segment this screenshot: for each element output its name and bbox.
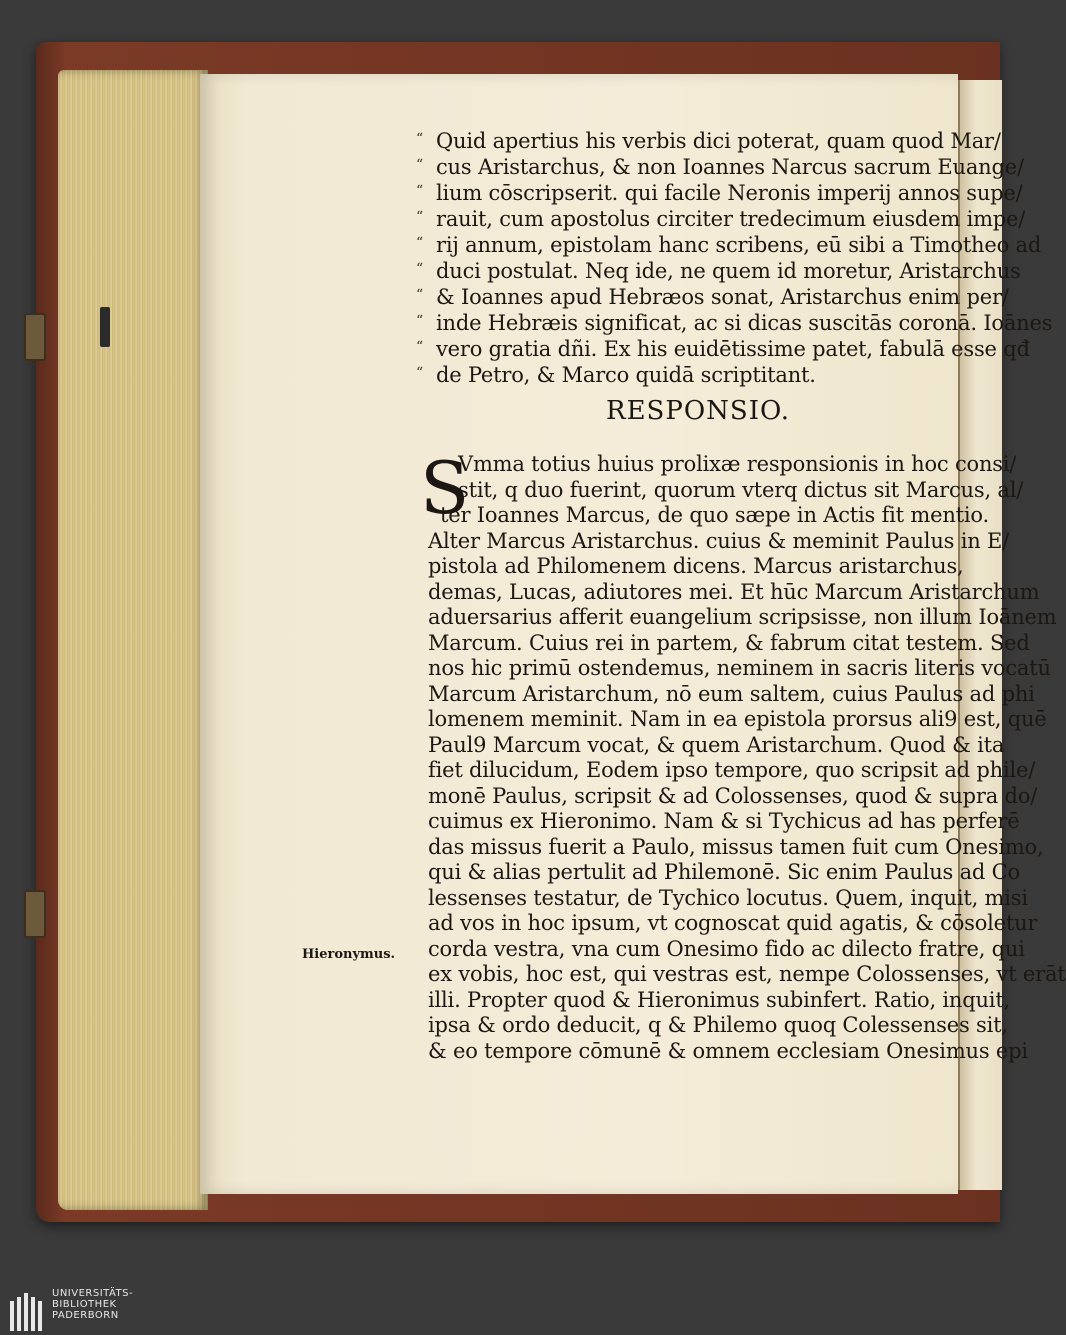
- quote-line: “ cus Aristarchus, & non Ioannes Narcus sacrum Euange/: [436, 154, 1052, 180]
- body-line: aduersarius afferit euangelium scripsisse, non illum Ioānem: [428, 605, 1057, 629]
- library-name-line: BIBLIOTHEK: [52, 1299, 117, 1310]
- body-line: Vmma totius huius prolixæ responsionis in hoc consi/: [458, 452, 1017, 476]
- section-heading: RESPONSIO.: [606, 396, 791, 426]
- library-logo-icon: [8, 1291, 46, 1333]
- quote-line: “ vero gratia dñi. Ex his euidētissime patet, fabulā esse qđ: [436, 336, 1052, 362]
- body-line: ipsa & ordo deducit, q & Philemo quoq Colessenses sit,: [428, 1013, 1008, 1037]
- library-name-line: UNIVERSITÄTS-: [52, 1288, 134, 1299]
- library-footer: [0, 1285, 1000, 1335]
- body-line: pistola ad Philomenem dicens. Marcus aristarchus,: [428, 554, 964, 578]
- body-line: fiet dilucidum, Eodem ipso tempore, quo scripsit ad phile/: [428, 758, 1036, 782]
- body-line: das missus fuerit a Paulo, missus tamen fuit cum Onesimo,: [428, 834, 1044, 859]
- body-line: ad vos in hoc ipsum, vt cognoscat quid agatis, & cōsoletur: [428, 911, 1038, 935]
- quote-line: “ de Petro, & Marco quidā scriptitant.: [436, 362, 1052, 388]
- body-line: ex vobis, hoc est, qui vestras est, nempe Colossenses, vt erāt: [428, 962, 1066, 986]
- library-name: [52, 1288, 133, 1321]
- quote-line: “ & Ioannes apud Hebræos sonat, Aristarchus enim per/: [436, 284, 1052, 310]
- body-line: ter Ioannes Marcus, de quo sæpe in Actis fit mentio.: [440, 503, 989, 527]
- response-body: [428, 452, 1066, 1064]
- body-line: lessenses testatur, de Tychico locutus. Quem, inquit, misi: [428, 885, 1028, 910]
- drop-cap-initial: S: [420, 446, 470, 530]
- library-name-line: PADERBORN: [52, 1310, 119, 1321]
- body-line: Alter Marcus Aristarchus. cuius & meminit Paulus in E/: [428, 528, 1010, 553]
- page-edges: [58, 70, 208, 1210]
- body-line: Marcum Aristarchum, nō eum saltem, cuius Paulus ad phi: [428, 681, 1035, 706]
- body-line: demas, Lucas, adiutores mei. Et hūc Marcum Aristarchum: [428, 579, 1040, 604]
- body-line: Paul9 Marcum vocat, & quem Aristarchum. Quod & ita: [428, 732, 1005, 757]
- clasp-top: [24, 313, 46, 361]
- bookmark-ribbon: [100, 307, 110, 347]
- body-line: nos hic primū ostendemus, neminem in sacris literis vocatū: [428, 656, 1051, 680]
- body-line: lomenem meminit. Nam in ea epistola prorsus ali9 est, quē: [428, 707, 1047, 731]
- body-line: cuimus ex Hieronimo. Nam & si Tychicus ad has perferē: [428, 809, 1020, 833]
- body-line: illi. Propter quod & Hieronimus subinfert. Ratio, inquit,: [428, 987, 1011, 1012]
- body-line: monē Paulus, scripsit & ad Colossenses, quod & supra do/: [428, 783, 1038, 808]
- body-line: & eo tempore cōmunē & omnem ecclesiam Onesimus epi: [428, 1038, 1028, 1063]
- quote-line: “ inde Hebræis significat, ac si dicas suscitās coronā. Ioānes: [436, 310, 1052, 336]
- quote-line: “ Quid apertius his verbis dici poterat, quam quod Mar/: [436, 128, 1052, 154]
- body-line: corda vestra, vna cum Onesimo fido ac dilecto fratre, qui: [428, 936, 1025, 961]
- body-line: qui & alias pertulit ad Philemonē. Sic enim Paulus ad Co: [428, 860, 1020, 884]
- quote-line: “ duci postulat. Neq ide, ne quem id moretur, Aristarchus: [436, 258, 1052, 284]
- quote-line: “ lium cōscripserit. qui facile Neronis imperij annos supe/: [436, 180, 1052, 206]
- quote-line: “ rauit, cum apostolus circiter tredecimum eiusdem impe/: [436, 206, 1052, 232]
- marginal-note: Hieronymus.: [302, 947, 396, 962]
- body-line: Marcum. Cuius rei in partem, & fabrum citat testem. Sed: [428, 630, 1030, 655]
- clasp-bottom: [24, 890, 46, 938]
- quote-line: “ rij annum, epistolam hanc scribens, eū sibi a Timotheo ad: [436, 232, 1052, 258]
- body-line: stit, q duo fuerint, quorum vterq dictus sit Marcus, al/: [458, 477, 1024, 502]
- quoted-passage: [436, 128, 1052, 388]
